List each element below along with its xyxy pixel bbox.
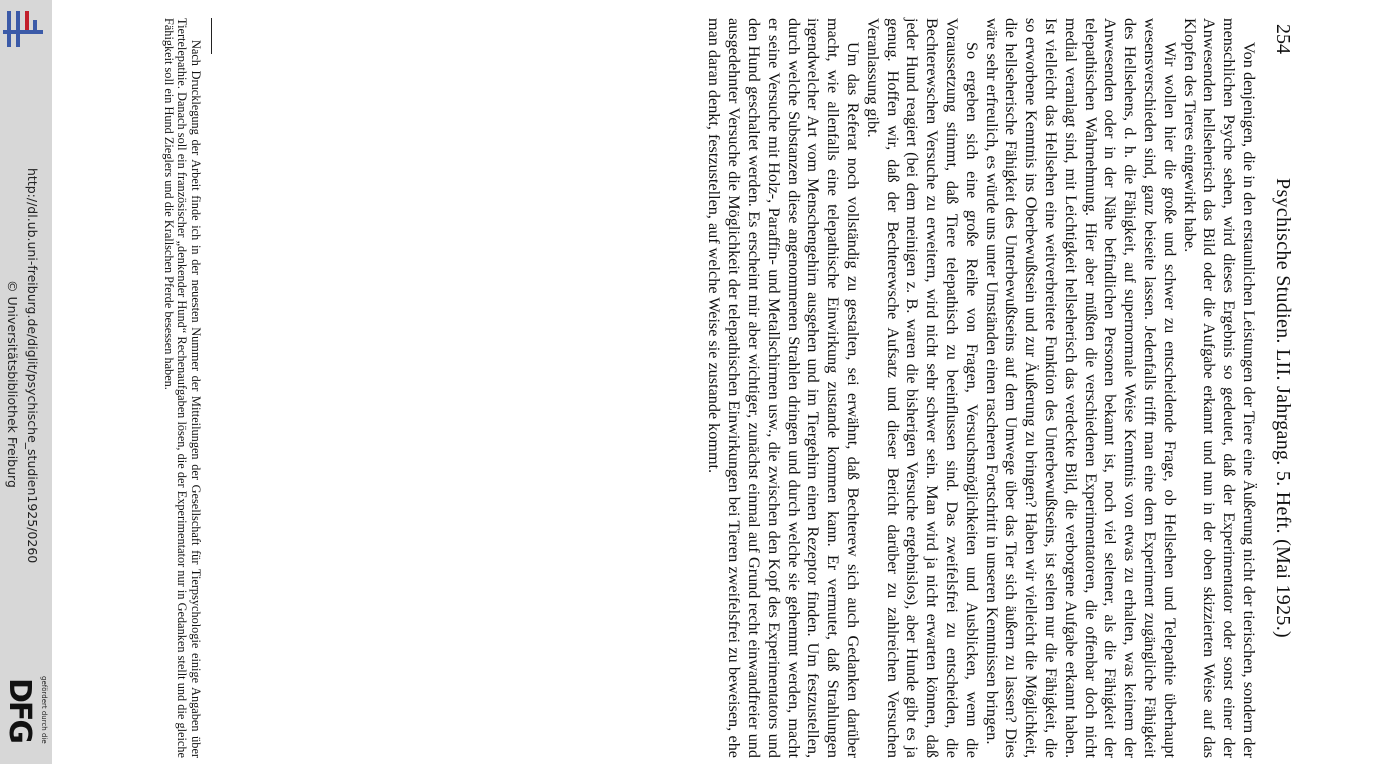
running-head-title: Psychische Studien. LII. Jahrgang. 5. Heft. (Mai 1925.) bbox=[1272, 178, 1294, 638]
library-logo-icon bbox=[3, 8, 45, 50]
footnote-rule bbox=[211, 18, 212, 54]
paragraph: Von denjenigen, die in den erstaunlichen Leistungen der Tiere eine Äußerung nicht der tierischen, sondern der menschlichen Psyche sehen, wird dieses Ergebnis so gedeutet, daß der Experimentator oder sonst einer der Anwesenden hellseherisch das Bild oder die Aufgabe erkannt und nun in der oben skizzierten Weise auf das Klopfen des Tieres eingewirkt habe. bbox=[1180, 18, 1258, 758]
svg-text:DFG: DFG bbox=[2, 678, 37, 743]
footnote-text: Nach Drucklegung der Arbeit finde ich in der neuesten Nummer der Mitteilungen der Gesellschaft für Tierpsychologie einige Angaben über Tiertelepathie. Danach soll ein französischer „denkender Hund“ Rechenaufgaben lösen, die der Experimentator nur in Gedanken stellt und die gleiche Fähigkeit soll ein Hund Zieglers und die Krallschen Pferde besessen haben. bbox=[161, 18, 203, 758]
viewer-sidebar bbox=[0, 0, 52, 764]
running-head bbox=[1270, 18, 1296, 758]
document-url[interactable]: http://dl.ub.uni-freiburg.de/diglit/psychische_studien1925/0260 bbox=[25, 168, 40, 564]
paragraph: Wir wollen hier die große und schwer zu entscheidende Frage, ob Hellsehen und Telepathie überhaupt wesensverschieden sind, ganz beiseite lassen. Jedenfalls trifft man eine dem Experiment zugängliche Fähigkeit des Hellsehens, d. h. die Fähigkeit, auf supernormale Weise Kenntnis von etwas zu erhalten, was keinem der Anwesenden oder in der Nähe befindlichen Personen bekannt ist, noch viel seltener, als die Fähigkeit der telepathischen Wahrnehmung. Hier aber müßten die verschiedenen Experimentatoren, die offenbar doch nicht medial veranlagt sind, mit Leichtigkeit hellseherisch das verdeckte Bild, die verborgene Aufgabe erkannt haben. Ist vielleicht das Hellsehen eine weitverbreitete Funktion des Unterbewußtseins, ist selten nur die Fähigkeit, die so erworbene Kenntnis ins Oberbewußtsein und zur Äußerung zu bringen? Haben wir vielleicht die Möglichkeit, die hellseherische Fähigkeit des Unterbewußtseins auf dem Umwege über das Tier sich äußern zu lassen? Dies wäre sehr erfreulich, es würde uns unter Umständen einen rascheren Fortschritt in unseren Kenntnissen bringen. bbox=[982, 18, 1179, 758]
dfg-logo-icon bbox=[2, 676, 37, 754]
paragraph: Um das Referat noch vollständig zu gestalten, sei erwähnt, daß Bechterew sich auch Gedanken darüber macht, wie allenfalls eine telepathische Einwirkung zustande kommen kann. Er vermutet, daß Strahlungen irgendwelcher Art vom Menschengehirn ausgehen und im Tiergehirn einen Rezeptor finden. Um festzustellen, durch welche Substanzen diese angenommenen Strahlen dringen und durch welche sie gehemmt werden, macht er seine Versuche mit Holz-, Paraffin- und Metallschirmen usw., die zwischen den Kopf des Experimentators und den Hund geschaltet werden. Es erscheint mir aber wichtiger, zunächst einmal auf Grund recht einwandfreier und ausgedehnter Versuche die Möglichkeit der telepathischen Einwirkungen bei Tieren zweifelsfrei zu beweisen, ehe man daran denkt, festzustellen, auf welche Weise sie zustande kommt. bbox=[705, 18, 863, 758]
scanned-page bbox=[114, 18, 1296, 758]
paragraph: So ergeben sich eine große Reihe von Fragen, Versuchsmöglichkeiten und Ausblicken, wenn die Voraussetzung stimmt, daß Tiere telepathisch zu beeinflussen sind. Das zweifelsfrei zu entscheiden, die Bechterewschen Versuche zu erweitern, wird nicht sehr schwer sein. Man wird ja nicht erwarten können, daß jeder Hund reagiert (bei dem meinigen z. B. waren die bisherigen Versuche ergebnislos), aber Hunde gibt es ja genug. Hoffen wir, daß der Bechterewsche Aufsatz und dieser Bericht darüber zu zahlreichen Versuchen Veranlassung gibt. bbox=[863, 18, 981, 758]
dfg-funding-label: gefördert durch die bbox=[40, 676, 48, 744]
footnote bbox=[161, 18, 202, 758]
body-text bbox=[704, 18, 1258, 758]
copyright-notice: © Universitätsbibliothek Freiburg bbox=[5, 280, 20, 488]
page-number: 254 bbox=[1272, 24, 1294, 54]
